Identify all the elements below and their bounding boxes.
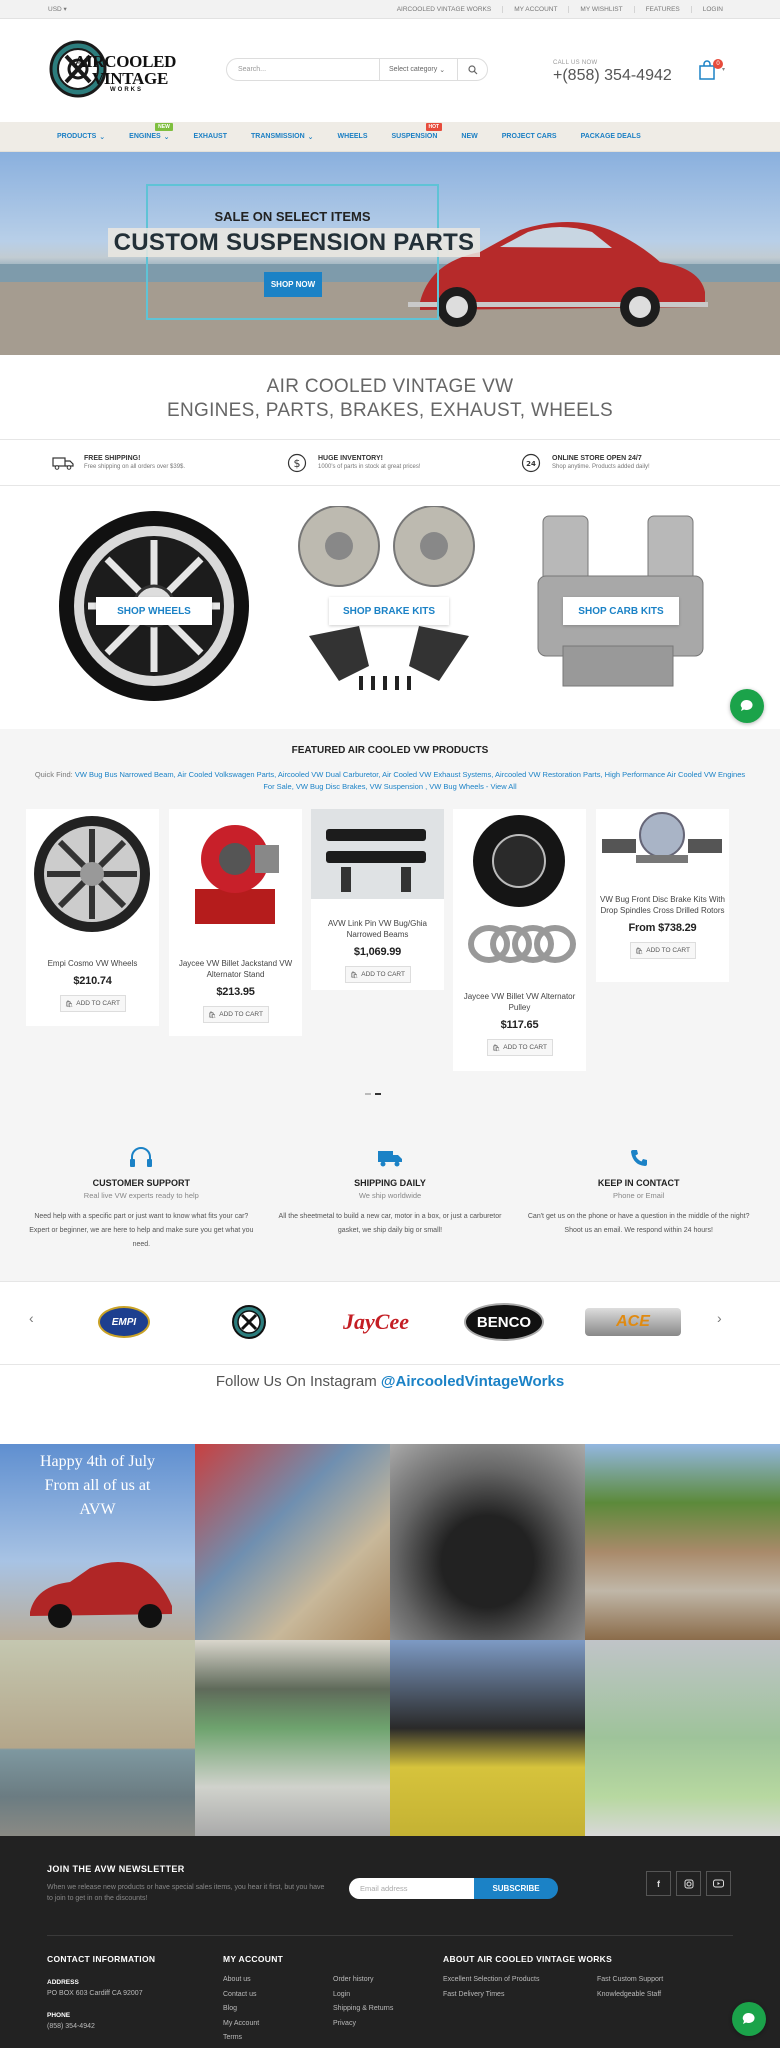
product-image [26, 809, 159, 939]
instagram-tile[interactable] [390, 1444, 585, 1640]
quick-find [30, 769, 750, 793]
about-list-2 [597, 1973, 663, 2002]
instagram-heading [0, 1365, 780, 1426]
category-carb-kits[interactable] [523, 506, 723, 706]
subscribe-button[interactable]: SUBSCRIBE [474, 1878, 558, 1899]
instagram-tile[interactable] [0, 1640, 195, 1836]
clock-24-icon [519, 452, 543, 474]
currency-label: USD [48, 6, 62, 13]
cart-icon: 🛍 [350, 971, 359, 979]
search-button[interactable] [457, 59, 487, 80]
service-sub: Phone or Email [613, 1191, 665, 1200]
cart-icon: 🛍 [65, 1000, 74, 1008]
nav-label: PACKAGE DEALS [580, 133, 641, 140]
address-label: ADDRESS [47, 1979, 79, 1986]
hero-shop-now-button[interactable]: SHOP NOW [264, 272, 322, 297]
service-desc: Need help with a specific part or just want to know what fits your car? Expert or beginner, we are here to help and make sure you get what you need. [29, 1213, 254, 1248]
feature-open-247 [519, 452, 753, 474]
nav-item-wheels[interactable] [338, 133, 368, 140]
chat-bubble-icon [741, 2011, 757, 2027]
footer-link-shipping[interactable]: Shipping & Returns [333, 2005, 394, 2012]
shop-categories [0, 486, 780, 729]
featured-heading: FEATURED AIR COOLED VW PRODUCTS [291, 745, 489, 756]
instagram-tile[interactable] [390, 1640, 585, 1836]
chat-bubble-icon [739, 698, 755, 714]
feature-title: HUGE INVENTORY! [318, 455, 383, 462]
nav-label: PRODUCTS [57, 133, 97, 140]
footer-divider [47, 1935, 733, 1936]
account-links-1 [223, 1973, 259, 2046]
about-heading: ABOUT AIR COOLED VINTAGE WORKS [443, 1954, 613, 1964]
youtube-icon[interactable] [706, 1871, 731, 1896]
car-image [0, 1444, 195, 1640]
nav-item-exhaust[interactable] [194, 133, 227, 140]
footer-link-contact[interactable]: Contact us [223, 1990, 257, 1998]
brand-carousel [0, 1281, 780, 1365]
phone-number[interactable]: +(858) 354-4942 [553, 67, 672, 84]
brand-logo-avw[interactable] [229, 1302, 269, 1342]
nav-item-new[interactable] [461, 133, 477, 140]
logo-text-3: WORKS [110, 86, 143, 93]
add-to-cart-button[interactable] [345, 966, 411, 983]
main-nav [0, 122, 780, 152]
service-shipping [266, 1145, 515, 1281]
hero-kicker: SALE ON SELECT ITEMS [214, 209, 371, 224]
service-title: SHIPPING DAILY [354, 1178, 426, 1188]
header-phone [553, 60, 672, 85]
brand-text: ACE [585, 1308, 681, 1336]
carousel-dots[interactable] [365, 1093, 381, 1095]
product-name[interactable]: Jaycee VW Billet VW Alternator Pulley [463, 992, 576, 1012]
featured-products [0, 729, 780, 1106]
truck-icon [51, 452, 75, 474]
nav-item-package-deals[interactable] [581, 133, 641, 140]
instagram-tile[interactable] [0, 1444, 195, 1640]
feature-strip [0, 439, 780, 486]
product-price: $213.95 [216, 986, 255, 998]
nav-item-suspension[interactable] [391, 124, 440, 140]
top-links [386, 6, 734, 13]
service-title: CUSTOMER SUPPORT [92, 1178, 190, 1188]
brand-text [234, 1302, 236, 1303]
footer-link-order-history[interactable]: Order history [333, 1976, 374, 1983]
product-image [596, 809, 729, 877]
footer-link-privacy[interactable]: Privacy [333, 2019, 356, 2027]
tagline [0, 355, 780, 439]
nav-item-products[interactable] [57, 133, 105, 141]
product-name[interactable]: AVW Link Pin VW Bug/Ghia Narrowed Beams [328, 919, 427, 939]
chevron-right-icon[interactable]: › [717, 1310, 722, 1326]
chat-button-footer[interactable] [732, 2002, 766, 2036]
instagram-tile-caption: Happy 4th of July From all of us at AVW [39, 1453, 156, 1518]
product-image [453, 809, 586, 974]
brand-text: JayCee [343, 1309, 409, 1334]
chat-button[interactable] [730, 689, 764, 723]
shop-brake-kits-button[interactable]: SHOP BRAKE KITS [329, 597, 449, 625]
service-desc: Can't get us on the phone or have a question in the middle of the night? Shoot us an email. We respond within 24 hours! [527, 1213, 750, 1234]
add-to-cart-button[interactable] [630, 942, 696, 959]
nav-label: SUSPENSION [391, 133, 438, 140]
carousel-dot-active[interactable] [375, 1093, 381, 1095]
service-title: KEEP IN CONTACT [597, 1178, 680, 1188]
brand-logo-benco[interactable] [462, 1302, 546, 1342]
product-price: $210.74 [73, 975, 112, 987]
about-list-1 [443, 1973, 540, 2002]
brand-text: EMPI [98, 1306, 150, 1338]
add-to-cart-label: ADD TO CART [76, 1000, 120, 1007]
currency-selector[interactable]: USD ▾ [48, 6, 67, 13]
search-bar [226, 58, 488, 81]
product-price: $1,069.99 [353, 946, 402, 958]
add-to-cart-label: ADD TO CART [219, 1011, 263, 1018]
shop-carb-kits-button[interactable]: SHOP CARB KITS [563, 597, 679, 625]
search-icon [468, 65, 478, 75]
facebook-icon[interactable]: f [646, 1871, 671, 1896]
footer-link-blog[interactable]: Blog [223, 2005, 238, 2012]
top-link-account[interactable]: MY ACCOUNT [502, 6, 568, 13]
instagram-prefix: Follow Us On Instagram [215, 1373, 377, 1390]
carousel-dot[interactable] [365, 1093, 371, 1095]
product-card[interactable] [26, 809, 159, 1026]
cart-icon: 🛍 [492, 1044, 501, 1052]
account-heading: MY ACCOUNT [223, 1954, 284, 1964]
top-link-site[interactable]: AIRCOOLED VINTAGE WORKS [396, 5, 492, 13]
site-header [0, 19, 780, 122]
product-image [311, 809, 444, 899]
about-item: Fast Custom Support [597, 1976, 664, 1983]
instagram-tile[interactable] [585, 1444, 780, 1640]
top-link-features[interactable]: FEATURES [634, 6, 691, 13]
logo-text-1: AIRCOOLED [74, 51, 177, 71]
product-name[interactable]: Empi Cosmo VW Wheels [47, 959, 138, 968]
contact-info [47, 1977, 143, 2032]
about-item: Excellent Selection of Products [443, 1976, 540, 1983]
nav-item-project-cars[interactable] [502, 133, 557, 140]
contact-heading: CONTACT INFORMATION [47, 1954, 156, 1964]
product-price: $117.65 [500, 1019, 539, 1031]
instagram-tile[interactable] [195, 1444, 390, 1640]
newsletter-email-input[interactable]: Email address [349, 1878, 474, 1899]
brand-text: BENCO [464, 1303, 544, 1341]
cart-count-badge: 0 [713, 59, 723, 69]
feature-desc: Free shipping on all orders over $39$. [84, 464, 186, 470]
service-sub: Real live VW experts ready to help [83, 1191, 199, 1200]
nav-label: EXHAUST [193, 133, 227, 140]
service-desc: All the sheetmetal to build a new car, motor in a box, or just a carburetor gasket, we ship daily big or small! [278, 1213, 502, 1234]
address-value: PO BOX 603 Cardiff CA 92007 [47, 1990, 143, 1997]
call-label: CALL US NOW [553, 60, 598, 66]
newsletter-title: JOIN THE AVW NEWSLETTER [47, 1864, 185, 1874]
phone-icon [514, 1145, 763, 1170]
add-to-cart-label: ADD TO CART [503, 1044, 547, 1051]
chevron-down-icon: ⌄ [99, 133, 106, 141]
feature-inventory [285, 452, 519, 474]
product-card[interactable] [453, 809, 586, 1071]
nav-label: PROJECT CARS [501, 133, 557, 140]
nav-item-transmission[interactable] [251, 133, 314, 141]
headset-icon [17, 1145, 266, 1170]
tagline-line-2: ENGINES, PARTS, BRAKES, EXHAUST, WHEELS [167, 400, 613, 421]
brand-logo-ace[interactable] [583, 1302, 683, 1342]
cart-chevron-icon: ▾ [722, 67, 726, 73]
search-category-select[interactable]: Select category ⌄ [379, 59, 457, 80]
service-support [17, 1145, 266, 1281]
top-link-wishlist[interactable]: MY WISHLIST [568, 6, 633, 13]
nav-item-engines[interactable] [129, 123, 170, 141]
feature-desc: 1000's of parts in stock at great prices! [318, 464, 421, 470]
feature-title: ONLINE STORE OPEN 24/7 [552, 455, 642, 462]
feature-title: FREE SHIPPING! [84, 455, 141, 462]
product-card[interactable] [311, 809, 444, 990]
instagram-grid [0, 1444, 780, 1836]
feature-desc: Shop anytime. Products added daily! [552, 464, 650, 470]
search-category-label: Select category [389, 66, 438, 73]
add-to-cart-button[interactable] [60, 995, 126, 1012]
instagram-handle[interactable]: @AircooledVintageWorks [380, 1373, 565, 1390]
add-to-cart-label: ADD TO CART [361, 971, 405, 978]
category-wheels[interactable] [54, 506, 254, 706]
product-name[interactable]: VW Bug Front Disc Brake Kits With Drop Spindles Cross Drilled Rotors [600, 895, 725, 915]
cart-button[interactable] [698, 60, 724, 84]
add-to-cart-label: ADD TO CART [646, 947, 690, 954]
quick-find-label: Quick Find: [34, 770, 73, 779]
avw-emblem [231, 1304, 267, 1340]
quick-find-links[interactable]: VW Bug Bus Narrowed Beam, Air Cooled Volkswagen Parts, Aircooled VW Dual Carburetor, Air Cooled VW Exhaust Systems, Aircooled VW Restoration Parts, High Performance Air Cooled VW Engines For Sale, VW Bug Disc Brakes, VW Suspension , VW Bug Wheels - View All [74, 770, 746, 791]
truck-icon [266, 1145, 515, 1170]
instagram-tile[interactable] [195, 1640, 390, 1836]
product-card[interactable] [169, 809, 302, 1036]
product-card[interactable] [596, 809, 729, 982]
service-contact [514, 1145, 763, 1281]
phone-value[interactable]: (858) 354-4942 [47, 2023, 95, 2030]
brand-logo-empi[interactable] [96, 1302, 152, 1342]
search-input[interactable]: Search... [238, 66, 267, 73]
footer-link-my-account[interactable]: My Account [223, 2019, 260, 2027]
about-item: Knowledgeable Staff [597, 1990, 662, 1998]
nav-label: TRANSMISSION [251, 133, 305, 140]
product-image [169, 809, 302, 939]
shop-wheels-button[interactable]: SHOP WHEELS [96, 597, 212, 625]
hero-banner[interactable] [0, 152, 780, 355]
add-to-cart-button[interactable] [203, 1006, 269, 1023]
service-sub: We ship worldwide [358, 1191, 422, 1200]
category-brake-kits[interactable] [289, 506, 489, 706]
instagram-icon[interactable] [676, 1871, 701, 1896]
site-footer [0, 1836, 780, 2048]
about-item: Fast Delivery Times [443, 1990, 505, 1998]
product-price: From $738.29 [628, 922, 697, 934]
chevron-down-icon: ⌄ [307, 133, 314, 141]
newsletter-desc: When we release new products or have special sales items, you hear it first, but you have to join to get in on the discounts! [47, 1884, 325, 1902]
footer-link-about[interactable]: About us [223, 1976, 251, 1983]
hot-badge: HOT [426, 123, 443, 131]
nav-label: WHEELS [337, 133, 368, 140]
tagline-line-1: AIR COOLED VINTAGE VW [266, 376, 514, 397]
new-badge: NEW [155, 123, 173, 131]
svg-text:24: 24 [526, 459, 536, 468]
hero-title: CUSTOM SUSPENSION PARTS [108, 228, 480, 257]
footer-link-login[interactable]: Login [333, 1990, 351, 1998]
add-to-cart-button[interactable] [487, 1039, 553, 1056]
cart-icon: 🛍 [208, 1011, 217, 1019]
site-logo[interactable] [48, 36, 196, 106]
nav-label: NEW [461, 133, 478, 140]
chevron-left-icon[interactable]: ‹ [29, 1310, 34, 1326]
dollar-icon [285, 452, 309, 474]
svg-text:$: $ [293, 456, 301, 470]
top-bar [0, 0, 780, 19]
feature-shipping [51, 452, 285, 474]
logo-text-2: VINTAGE [92, 68, 168, 88]
services [0, 1106, 780, 1281]
brand-logo-jaycee[interactable] [326, 1302, 426, 1342]
nav-label: ENGINES [129, 133, 161, 140]
phone-label: PHONE [47, 2012, 71, 2019]
top-link-login[interactable]: LOGIN [691, 6, 734, 13]
chevron-down-icon: ⌄ [163, 133, 170, 141]
product-name[interactable]: Jaycee VW Billet Jackstand VW Alternator Stand [178, 959, 293, 979]
account-links-2 [333, 1973, 393, 2031]
footer-link-terms[interactable]: Terms [223, 2034, 243, 2041]
cart-icon: 🛍 [635, 947, 644, 955]
instagram-tile[interactable] [585, 1640, 780, 1836]
